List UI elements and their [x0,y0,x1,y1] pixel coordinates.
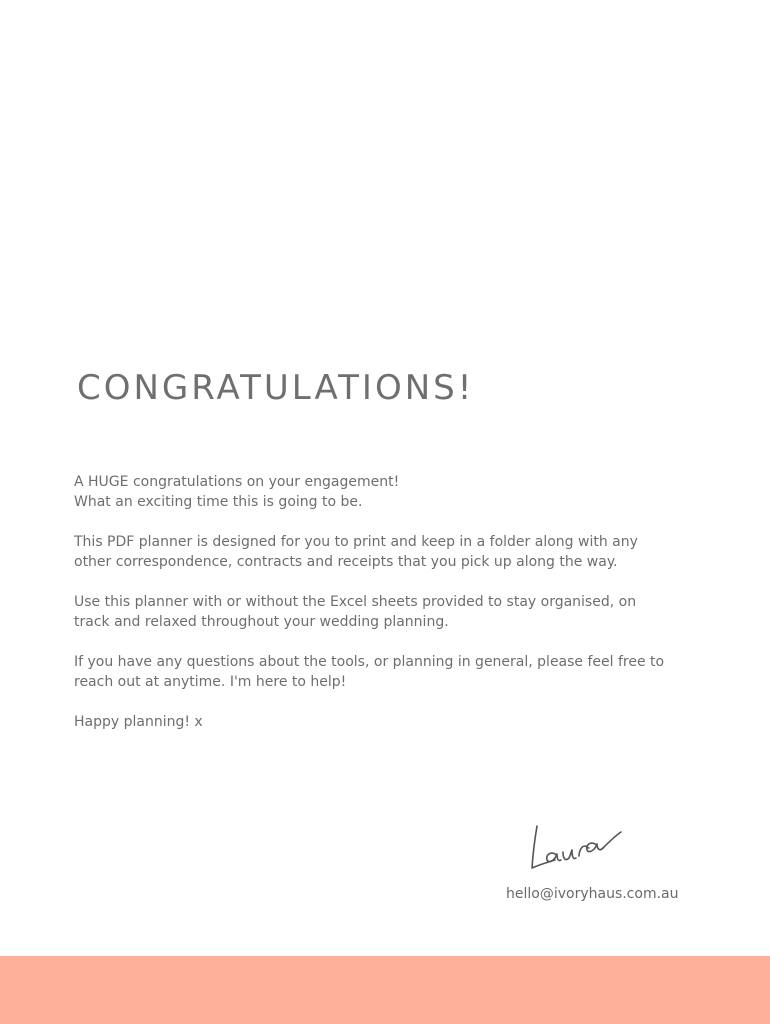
paragraph-excel: Use this planner with or without the Excel sheets provided to stay organised, on track and relaxed throughout your wedding planning. [74,594,637,630]
paragraph-planner: This PDF planner is designed for you to print and keep in a folder along with any other correspondence, contracts and receipts that you pick up along the way. [74,534,638,570]
signature-image [527,822,627,874]
page-title: CONGRATULATIONS! [77,368,475,408]
paragraph-intro [74,472,674,512]
intro-line-2: What an exciting time this is going to be. [74,494,363,510]
paragraph-questions: If you have any questions about the tools, or planning in general, please feel free to reach out at anytime. I'm here to help! [74,654,665,690]
intro-line-1: A HUGE congratulations on your engagement! [74,474,400,490]
paragraph-signoff: Happy planning! x [74,714,203,730]
contact-email: hello@ivoryhaus.com.au [506,886,679,902]
footer-accent-band [0,956,770,1024]
letter-body [74,472,674,732]
